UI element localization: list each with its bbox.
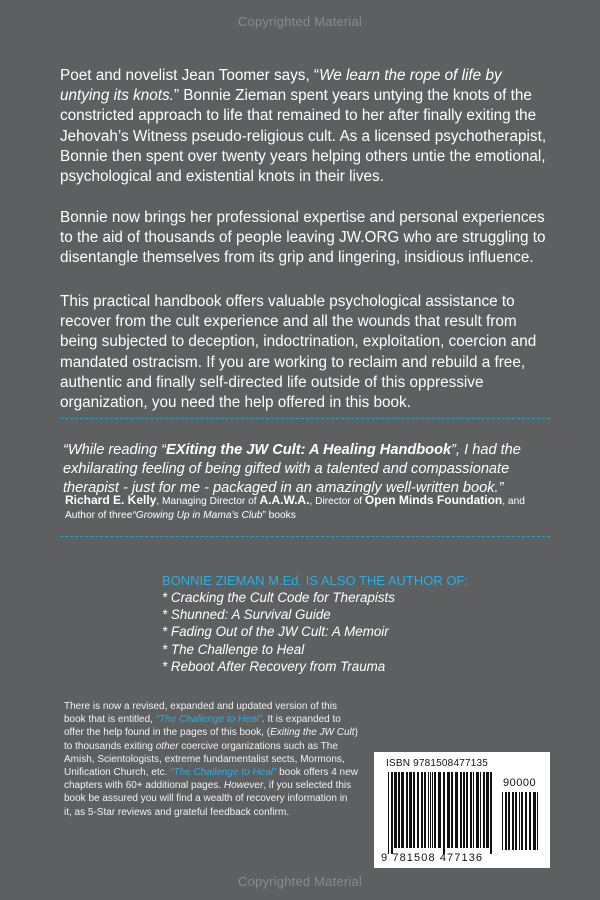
isbn-barcode [374, 752, 550, 868]
barcode-bar [388, 772, 389, 854]
barcode-bar [537, 792, 538, 850]
barcode-bar [401, 772, 404, 848]
toomer-quote: We learn the rope of life by untying its knots. [60, 67, 502, 105]
barcode-bar [434, 772, 436, 848]
barcode-bar [413, 772, 415, 848]
barcode-bar [455, 772, 458, 848]
book-list-item: * Reboot After Recovery from Trauma [162, 658, 386, 674]
barcode-bar [438, 772, 441, 848]
barcode-bar [417, 772, 419, 848]
testimonial-attribution: Richard E. Kelly, Managing Director of A.A.W.A., Director of Open Minds Foundation, and Author of three“Growing Up in Mama’s Club” books [65, 493, 525, 521]
book-list [162, 589, 562, 675]
barcode-bar [391, 772, 393, 854]
price-addon-label: 90000 [503, 777, 537, 789]
addon-barcode-bars [502, 792, 544, 854]
description-paragraph-2: Bonnie now brings her professional expertise and personal experiences to the aid of thousands of people leaving JW.ORG who are struggling to disentangle themselves from its grip and lingering, insidious influence. [60, 209, 546, 267]
dashed-divider-bottom [60, 536, 550, 537]
barcode-bar [394, 772, 397, 848]
barcode-bar [451, 772, 453, 848]
barcode-bar [406, 772, 408, 848]
also-author-heading: BONNIE ZIEMAN M.Ed. IS ALSO THE AUTHOR OF: [162, 573, 469, 588]
barcode-bar [473, 772, 474, 848]
copyright-watermark-top: Copyrighted Material [238, 14, 362, 29]
barcode-bar [447, 772, 450, 848]
ean-digits: 9 781508 477136 [381, 852, 484, 864]
barcode-bar [421, 772, 423, 848]
barcode-bar [529, 792, 531, 850]
description-paragraph-3: This practical handbook offers valuable psychological assistance to recover from the cult experience and all the wounds that result from being subjected to deception, indoctrination, exploitation, coercion and mandated ostracism. If you are working to reclaim and rebuild a free, authentic and finally self-directed life outside of this oppressive organization, you need the help offered in this book. [60, 293, 537, 412]
barcode-bar [398, 772, 400, 848]
barcode-bar [470, 772, 472, 848]
dashed-divider-top [60, 418, 550, 419]
barcode-bar [432, 772, 433, 848]
copyright-watermark-bottom: Copyrighted Material [238, 874, 362, 889]
barcode-bar [483, 772, 485, 848]
description-paragraph-1: Poet and novelist Jean Toomer says, “We learn the rope of life by untying its knots.” Bonnie Zieman spent years untying the knots of the constricted approach to life that remained to her after finally exiting the Jehovah’s Witness pseudo-religious cult. As a licensed psychotherapist, Bonnie then spent over twenty years helping others untie the emotional, psychological and existential knots in their lives. [60, 67, 547, 186]
barcode-bar [430, 772, 431, 848]
book-list-item: * Cracking the Cult Code for Therapists [162, 590, 395, 605]
book-list-item: * Shunned: A Survival Guide [162, 607, 331, 623]
barcode-bar [508, 792, 510, 850]
barcode-bar [476, 772, 479, 848]
barcode-bar [424, 772, 426, 848]
barcode-bar [409, 772, 412, 848]
barcode-bar [512, 792, 514, 850]
barcode-bar [443, 772, 445, 854]
barcode-bar [505, 792, 507, 850]
barcode-bar [502, 792, 503, 850]
also-author-section [162, 572, 562, 675]
barcode-bar [525, 792, 527, 850]
barcode-bar [428, 772, 429, 848]
barcode-bar [463, 772, 465, 848]
barcode-bar [490, 772, 492, 854]
testimonial-book-title: EXiting the JW Cult: A Healing Handbook [166, 442, 452, 458]
revised-edition-note: There is now a revised, expanded and updated version of this book that is entitled, “The Challenge to Heal”. It is expanded to offer the help found in the pages of this book, (Exiting the JW Cult) to thousands exiting other coercive organizations such as The Amish, Scientologists, extreme fundamentalist sects, Mormons, Unification Church, etc. “The Challenge to Heal” book offers 4 new chapters with 60+ additional pages. However, if you selected this book be assured you will find a wealth of recovery information in it, as 5-Star reviews and grateful feedback confirm. [64, 701, 358, 818]
testimonial-author-name: Richard E. Kelly [65, 493, 157, 507]
barcode-bar [519, 792, 520, 850]
barcode-bar [466, 772, 468, 848]
barcode-bar [480, 772, 481, 848]
ean-barcode-bars [388, 772, 496, 854]
barcode-bar [486, 772, 489, 848]
barcode-bar [515, 792, 517, 850]
isbn-label: ISBN 9781508477135 [386, 758, 489, 769]
testimonial-quote: “While reading “EXiting the JW Cult: A Healing Handbook”, I had the exhilarating feeling of being gifted with a talented and compassionate therapist - just for me - packaged in an amazingly well-written book.” [63, 442, 521, 496]
barcode-bar [460, 772, 462, 848]
barcode-bar [521, 792, 523, 850]
barcode-bar [533, 792, 536, 850]
book-list-item: * Fading Out of the JW Cult: A Memoir [162, 624, 389, 640]
book-list-item: * The Challenge to Heal [162, 641, 305, 657]
